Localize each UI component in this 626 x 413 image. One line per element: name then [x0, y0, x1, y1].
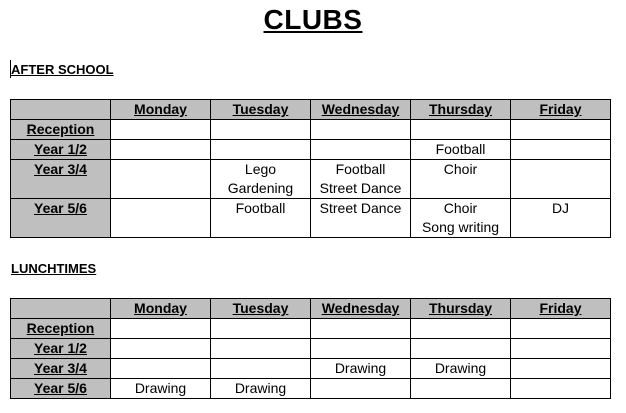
lunchtimes-heading: LUNCHTIMES: [11, 261, 97, 276]
club-name: Lego: [244, 161, 277, 177]
club-name: Drawing: [334, 360, 387, 376]
lunchtimes-timetable: [10, 298, 611, 399]
club-cell: [111, 120, 211, 140]
day-header-friday: Friday: [511, 299, 611, 319]
club-name: Street Dance: [319, 200, 402, 216]
club-cell: [111, 339, 211, 359]
table-row: [11, 319, 611, 339]
day-header-tuesday: Tuesday: [211, 100, 311, 120]
header-row: [11, 100, 611, 120]
club-name: Gardening: [227, 180, 294, 196]
club-cell: [211, 160, 311, 199]
club-cell: [111, 140, 211, 160]
club-cell: [411, 140, 511, 160]
club-cell: [411, 359, 511, 379]
club-cell: [411, 160, 511, 199]
club-cell: [311, 160, 411, 199]
club-cell: [511, 120, 611, 140]
day-header-wednesday: Wednesday: [311, 299, 411, 319]
club-cell: [311, 339, 411, 359]
club-cell: [211, 120, 311, 140]
row-label-year-3-4: Year 3/4: [11, 160, 111, 199]
club-name: Choir: [443, 200, 478, 216]
corner-cell: [11, 100, 111, 120]
day-header-monday: Monday: [111, 100, 211, 120]
row-label-year-1-2: Year 1/2: [11, 140, 111, 160]
day-header-thursday: Thursday: [411, 100, 511, 120]
club-cell: [111, 319, 211, 339]
club-cell: [311, 379, 411, 399]
club-cell: [111, 160, 211, 199]
club-cell: [511, 319, 611, 339]
club-cell: [211, 199, 311, 238]
club-cell: [111, 199, 211, 238]
club-name: Drawing: [134, 380, 187, 396]
row-label-year-5-6: Year 5/6: [11, 199, 111, 238]
club-cell: [511, 199, 611, 238]
club-cell: [111, 379, 211, 399]
club-name: Football: [235, 200, 286, 216]
day-header-wednesday: Wednesday: [311, 100, 411, 120]
day-header-thursday: Thursday: [411, 299, 511, 319]
club-cell: [511, 339, 611, 359]
table-row: [11, 339, 611, 359]
club-name: Street Dance: [319, 180, 402, 196]
table-row: [11, 379, 611, 399]
club-name: Football: [435, 141, 486, 157]
club-name: Football: [335, 161, 386, 177]
table-row: [11, 359, 611, 379]
club-cell: [211, 140, 311, 160]
table-row: [11, 199, 611, 238]
club-cell: [411, 379, 511, 399]
day-header-tuesday: Tuesday: [211, 299, 311, 319]
table-row: [11, 120, 611, 140]
club-cell: [511, 359, 611, 379]
corner-cell: [11, 299, 111, 319]
club-name: Drawing: [434, 360, 487, 376]
club-cell: [311, 199, 411, 238]
club-cell: [411, 120, 511, 140]
club-cell: [411, 339, 511, 359]
after-school-heading: AFTER SCHOOL: [11, 62, 114, 77]
page-title: CLUBS: [263, 4, 363, 35]
club-cell: [511, 379, 611, 399]
row-label-year-1-2: Year 1/2: [11, 339, 111, 359]
club-cell: [311, 359, 411, 379]
club-cell: [211, 379, 311, 399]
club-cell: [111, 359, 211, 379]
club-cell: [211, 359, 311, 379]
table-row: [11, 160, 611, 199]
row-label-reception: Reception: [11, 319, 111, 339]
row-label-year-3-4: Year 3/4: [11, 359, 111, 379]
header-row: [11, 299, 611, 319]
club-cell: [411, 199, 511, 238]
table-row: [11, 140, 611, 160]
club-cell: [211, 339, 311, 359]
after-school-timetable: [10, 99, 611, 238]
club-cell: [211, 319, 311, 339]
row-label-year-5-6: Year 5/6: [11, 379, 111, 399]
club-cell: [311, 120, 411, 140]
day-header-friday: Friday: [511, 100, 611, 120]
club-cell: [511, 140, 611, 160]
club-cell: [411, 319, 511, 339]
row-label-reception: Reception: [11, 120, 111, 140]
club-name: Drawing: [234, 380, 287, 396]
day-header-monday: Monday: [111, 299, 211, 319]
club-cell: [311, 319, 411, 339]
club-name: DJ: [551, 200, 570, 216]
club-name: Choir: [443, 161, 478, 177]
club-cell: [511, 160, 611, 199]
club-name: Song writing: [421, 219, 500, 235]
club-cell: [311, 140, 411, 160]
